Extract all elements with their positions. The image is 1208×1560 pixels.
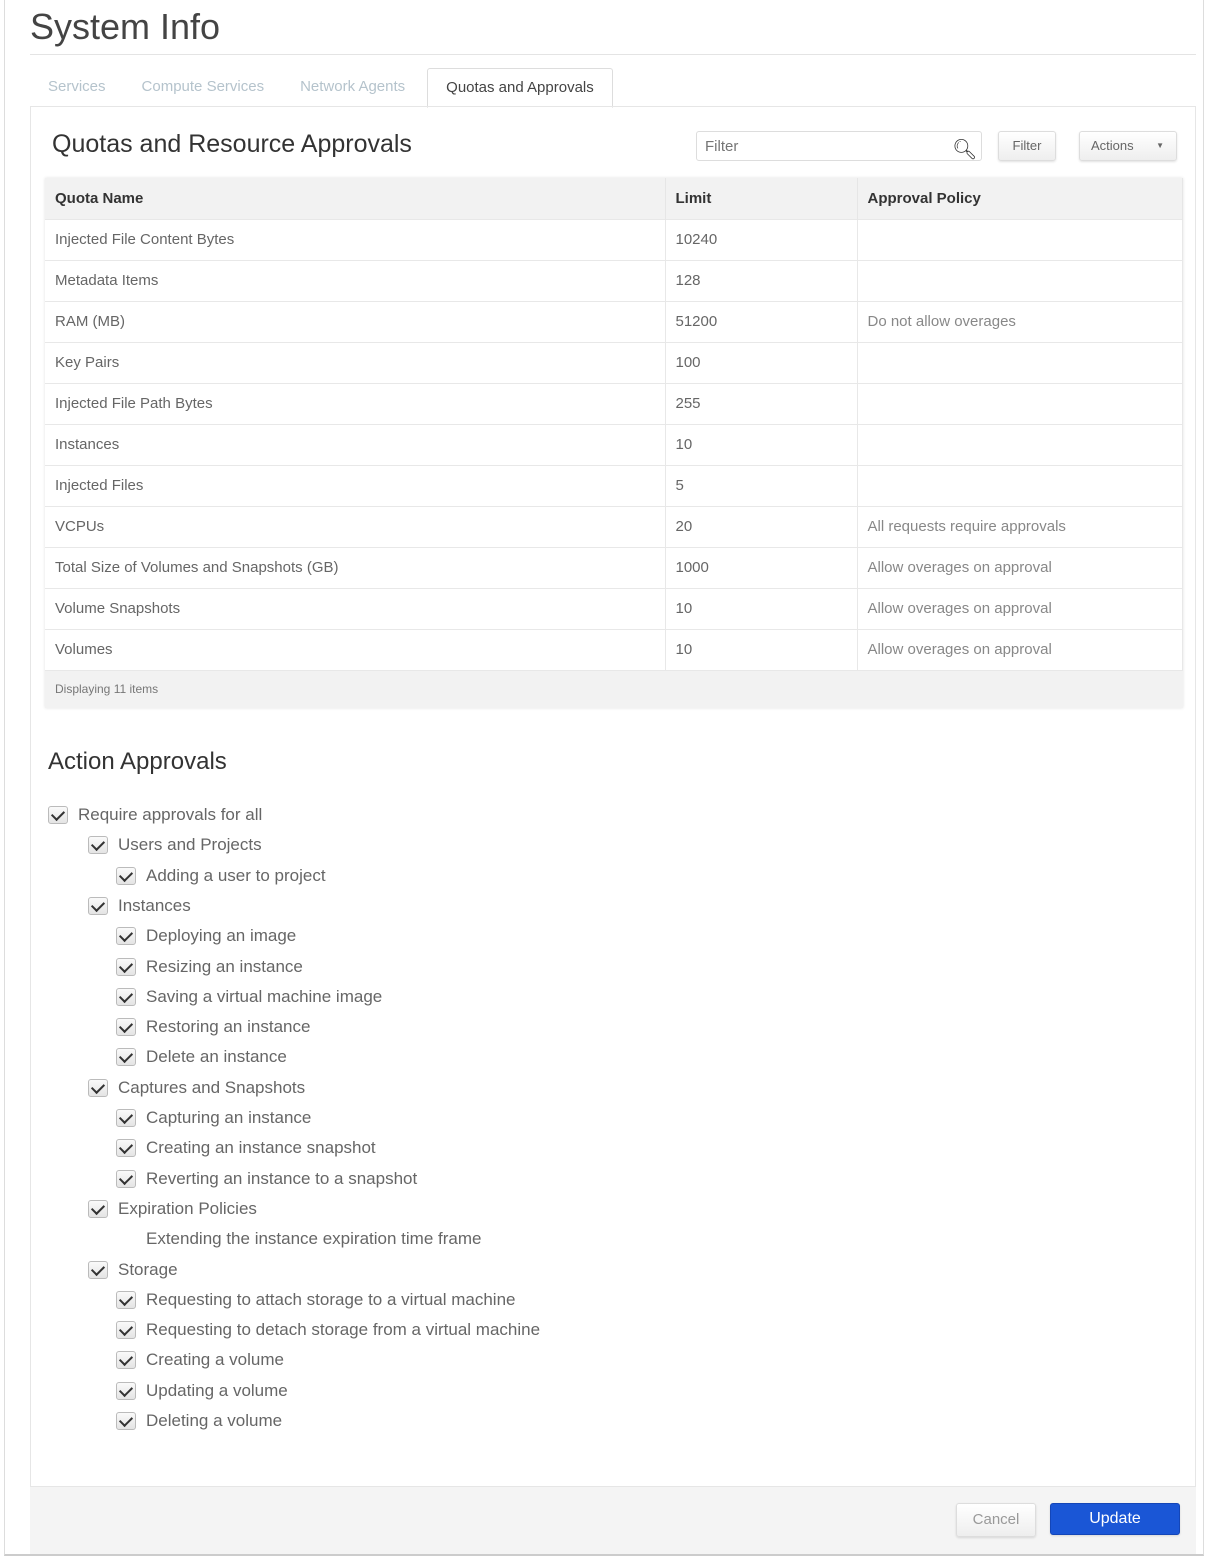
approval-label: Updating a volume: [146, 1380, 288, 1400]
approval-item: [116, 863, 326, 889]
quota-name-cell: Volumes: [45, 629, 665, 670]
approval-item: [116, 1105, 311, 1131]
approval-label: Resizing an instance: [146, 956, 303, 976]
approval-label: Captures and Snapshots: [118, 1077, 306, 1097]
approval-policy-cell: Allow overages on approval: [857, 588, 1183, 629]
approval-label: Saving a virtual machine image: [146, 986, 383, 1006]
checkbox[interactable]: [116, 927, 136, 945]
quota-name-cell: Injected File Content Bytes: [45, 219, 665, 260]
quota-name-cell: Injected Files: [45, 465, 665, 506]
approval-label: Deploying an image: [146, 926, 297, 946]
checkbox[interactable]: [116, 867, 136, 885]
approval-policy-cell: Do not allow overages: [857, 301, 1183, 342]
quotas-title: Quotas and Resource Approvals: [52, 130, 412, 158]
approval-item: [116, 984, 382, 1010]
approval-policy-cell: [857, 342, 1183, 383]
table-row: [45, 301, 1183, 342]
approval-label: Restoring an instance: [146, 1017, 311, 1037]
approval-policy-cell: Allow overages on approval: [857, 629, 1183, 670]
limit-cell: 10: [665, 629, 857, 670]
checkbox[interactable]: [116, 1382, 136, 1400]
approval-item: [88, 893, 191, 919]
approval-label: Require approvals for all: [78, 805, 263, 824]
approval-item: [116, 1347, 284, 1373]
checkbox[interactable]: [116, 1170, 136, 1188]
limit-cell: 5: [665, 465, 857, 506]
approval-label: Deleting a volume: [146, 1411, 283, 1430]
quota-name-cell: RAM (MB): [45, 301, 665, 342]
approval-policy-cell: [857, 383, 1183, 424]
col-approval-policy: Approval Policy: [857, 178, 1183, 219]
table-row: [45, 424, 1183, 465]
checkbox[interactable]: [116, 958, 136, 976]
tab-network-agents[interactable]: Network Agents: [300, 78, 406, 95]
page-title: System Info: [30, 6, 221, 47]
tab-quotas-and-approvals[interactable]: Quotas and Approvals: [427, 68, 613, 108]
limit-cell: 10240: [665, 219, 857, 260]
actions-button[interactable]: [1079, 131, 1177, 161]
approval-policy-cell: All requests require approvals: [857, 506, 1183, 547]
approval-item: [116, 954, 303, 980]
approval-label: Requesting to detach storage from a virtual machine: [146, 1320, 541, 1340]
approval-item: [116, 1287, 516, 1313]
table-row: [45, 629, 1183, 670]
approval-item: [116, 1135, 376, 1161]
approval-label: Extending the instance expiration time frame: [146, 1229, 482, 1249]
quotas-table: [45, 178, 1183, 708]
approval-item: [116, 1014, 310, 1040]
checkbox[interactable]: [88, 836, 108, 854]
search-icon[interactable]: 🔍︎: [952, 139, 978, 161]
approval-item: [116, 1226, 481, 1252]
tab-bar: [30, 68, 613, 108]
checkbox[interactable]: [116, 1048, 136, 1066]
approval-policy-cell: [857, 465, 1183, 506]
checkbox[interactable]: [88, 1261, 108, 1279]
approval-policy-cell: [857, 219, 1183, 260]
checkbox[interactable]: [88, 897, 108, 915]
approval-label: Requesting to attach storage to a virtual machine: [146, 1289, 516, 1309]
update-button[interactable]: Update: [1050, 1503, 1180, 1535]
checkbox[interactable]: [116, 1018, 136, 1036]
quota-name-cell: Key Pairs: [45, 342, 665, 383]
approval-label: Adding a user to project: [146, 865, 326, 885]
approval-item: [48, 802, 262, 828]
checkbox[interactable]: [116, 1291, 136, 1309]
quota-name-cell: Instances: [45, 424, 665, 465]
checkbox[interactable]: [116, 1139, 136, 1157]
limit-cell: 10: [665, 588, 857, 629]
filter-input[interactable]: [696, 131, 982, 161]
quota-name-cell: Injected File Path Bytes: [45, 383, 665, 424]
checkbox[interactable]: [116, 988, 136, 1006]
table-row: [45, 383, 1183, 424]
caret-down-icon: ▼: [1156, 141, 1164, 150]
approval-item: [116, 1317, 540, 1343]
approval-label: Capturing an instance: [146, 1108, 312, 1127]
limit-cell: 10: [665, 424, 857, 465]
checkbox[interactable]: [48, 806, 68, 824]
approval-label: Delete an instance: [146, 1047, 287, 1067]
approval-item: [88, 1196, 257, 1222]
filter-button[interactable]: Filter: [998, 131, 1056, 161]
checkbox[interactable]: [116, 1109, 136, 1127]
tab-compute-services[interactable]: Compute Services: [141, 78, 265, 95]
table-footer: Displaying 11 items: [45, 670, 1183, 708]
limit-cell: 100: [665, 342, 857, 383]
approval-label: Creating a volume: [146, 1350, 284, 1370]
approval-item: [116, 1378, 288, 1404]
limit-cell: 20: [665, 506, 857, 547]
table-row: [45, 260, 1183, 301]
limit-cell: 255: [665, 383, 857, 424]
approval-item: [116, 923, 296, 949]
table-row: [45, 588, 1183, 629]
checkbox[interactable]: [88, 1200, 108, 1218]
divider: [30, 54, 1196, 55]
approval-item: [88, 832, 262, 858]
approval-label: Storage: [118, 1259, 178, 1279]
quota-name-cell: Total Size of Volumes and Snapshots (GB): [45, 547, 665, 588]
limit-cell: 51200: [665, 301, 857, 342]
table-row: [45, 219, 1183, 260]
actions-label: Actions: [1091, 138, 1134, 153]
limit-cell: 128: [665, 260, 857, 301]
approvals-title: Action Approvals: [48, 748, 227, 775]
approval-label: Creating an instance snapshot: [146, 1138, 376, 1158]
approval-policy-cell: Allow overages on approval: [857, 547, 1183, 588]
checkbox[interactable]: [116, 1321, 136, 1339]
table-row: [45, 506, 1183, 547]
table-row: [45, 547, 1183, 588]
quota-name-cell: Metadata Items: [45, 260, 665, 301]
approval-item: [88, 1075, 305, 1101]
approval-policy-cell: [857, 424, 1183, 465]
table-row: [45, 465, 1183, 506]
checkbox[interactable]: [116, 1351, 136, 1369]
checkbox[interactable]: [116, 1412, 136, 1430]
approval-label: Expiration Policies: [118, 1198, 257, 1218]
approval-label: Users and Projects: [118, 835, 262, 855]
approval-policy-cell: [857, 260, 1183, 301]
approval-item: [116, 1408, 282, 1434]
approval-item: [88, 1257, 178, 1283]
quota-name-cell: Volume Snapshots: [45, 588, 665, 629]
approval-label: Reverting an instance to a snapshot: [146, 1168, 418, 1188]
approval-item: [116, 1166, 417, 1192]
col-limit: Limit: [665, 178, 857, 219]
cancel-button[interactable]: Cancel: [956, 1503, 1036, 1537]
approval-label: Instances: [118, 895, 191, 915]
tab-services[interactable]: Services: [48, 78, 106, 95]
limit-cell: 1000: [665, 547, 857, 588]
checkbox[interactable]: [88, 1079, 108, 1097]
approval-item: [116, 1044, 287, 1070]
quota-name-cell: VCPUs: [45, 506, 665, 547]
col-quota-name: Quota Name: [45, 178, 665, 219]
table-row: [45, 342, 1183, 383]
